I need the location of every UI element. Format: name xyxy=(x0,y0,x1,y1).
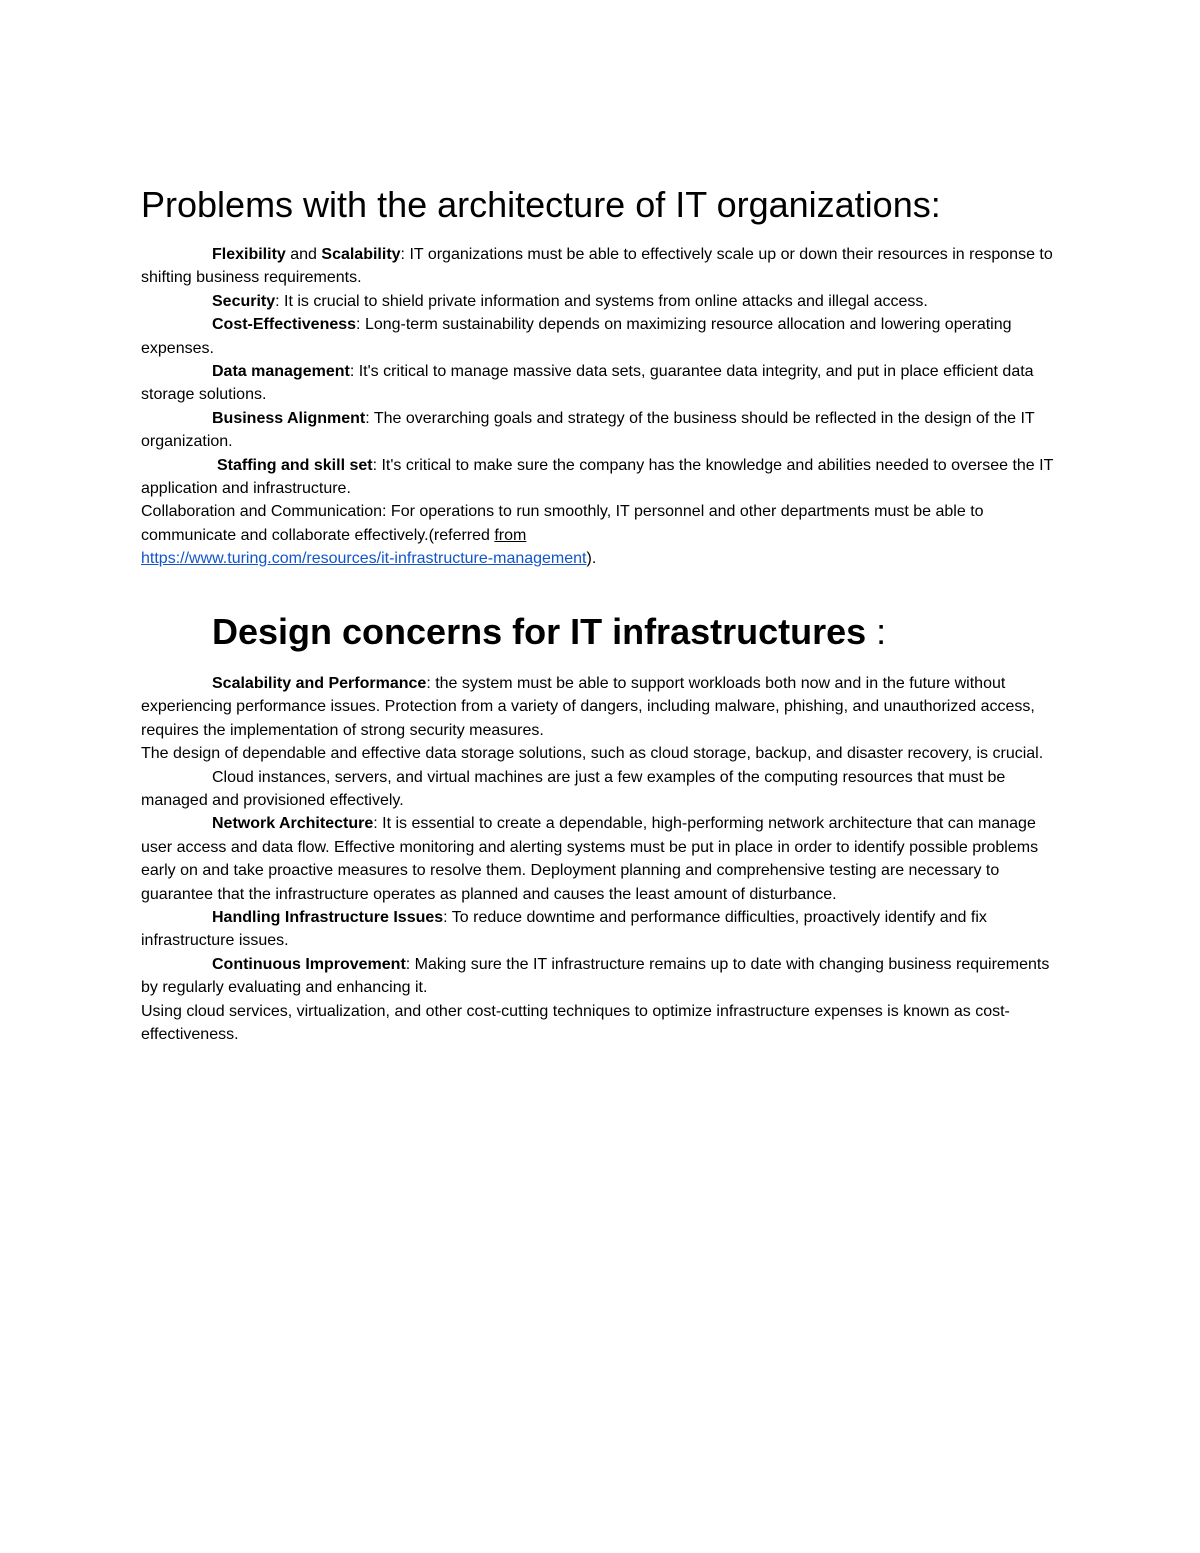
term-continuous-improvement: Continuous Improvement xyxy=(212,955,406,973)
paragraph-cost-cutting: Using cloud services, virtualization, and other cost-cutting techniques to optimize infrastructure expenses is known as cost-effectiveness. xyxy=(141,1002,1010,1044)
design-concerns-section xyxy=(141,672,1066,1047)
paragraph-scalability-performance xyxy=(141,672,1066,742)
term-business-alignment: Business Alignment xyxy=(212,409,366,427)
text: : the system must be able to support workloads both now and in the future without experiencing performance issues. Protection from a variety of dangers, including malware, phishing, and unauthorized access, requires the implementation of strong security measures. xyxy=(141,675,1035,739)
paragraph-continuous-improvement xyxy=(141,953,1066,1000)
text: : To reduce downtime and performance difficulties, proactively identify and fix infrastructure issues. xyxy=(141,909,987,950)
text: Collaboration and Communication: For operations to run smoothly, IT personnel and other departments must be able to communicate and collaborate effectively.(referred xyxy=(141,503,984,544)
text: and xyxy=(285,246,322,263)
heading-colon: : xyxy=(876,611,887,652)
paragraph-infrastructure-issues xyxy=(141,906,1066,953)
term-flexibility: Flexibility xyxy=(212,246,286,263)
term-infrastructure-issues: Handling Infrastructure Issues xyxy=(212,909,444,927)
paragraph-data-storage: The design of dependable and effective data storage solutions, such as cloud storage, backup, and disaster recovery, is crucial. xyxy=(141,745,1044,763)
problems-section xyxy=(141,243,1066,571)
heading-text: Design concerns for IT infrastructures xyxy=(212,611,877,652)
paragraph-staffing xyxy=(141,454,1066,501)
text: : Making sure the IT infrastructure remains up to date with changing business requirements by regularly evaluating and enhancing it. xyxy=(141,955,1050,997)
paragraph-business-alignment xyxy=(141,407,1066,454)
text: : It is essential to create a dependable, high-performing network architecture that can manage user access and data flow. Effective monitoring and alerting systems must be put in place in order to identify possible problems early on and take proactive measures to resolve them. Deployment planning and comprehensive testing are necessary to guarantee that the infrastructure operates as planned and causes the least amount of disturbance. xyxy=(141,815,1039,903)
term-scalability-performance: Scalability and Performance xyxy=(212,675,427,692)
paragraph-network-architecture xyxy=(141,812,1066,906)
term-data-management: Data management xyxy=(212,363,350,381)
paragraph-computing-resources: Cloud instances, servers, and virtual machines are just a few examples of the computing resources that must be managed and provisioned effectively. xyxy=(141,768,1006,810)
term-scalability: Scalability xyxy=(321,246,401,263)
underlined-from: from xyxy=(494,526,527,544)
text: : Long-term sustainability depends on maximizing resource allocation and lowering operating expenses. xyxy=(141,316,1012,357)
paragraph-flexibility xyxy=(141,243,1066,290)
paragraph-data-management xyxy=(141,360,1066,407)
term-cost-effectiveness: Cost-Effectiveness xyxy=(212,316,357,334)
text: : IT organizations must be able to effectively scale up or down their resources in response to shifting business requirements. xyxy=(141,246,1053,287)
term-network-architecture: Network Architecture xyxy=(212,815,374,833)
reference-link[interactable]: https://www.turing.com/resources/it-infrastructure-management xyxy=(141,550,587,568)
paragraph-cost-effectiveness xyxy=(141,313,1066,360)
term-security: Security xyxy=(212,292,276,310)
text: : The overarching goals and strategy of the business should be reflected in the design of the IT organization. xyxy=(141,409,1035,451)
text: ). xyxy=(586,550,597,568)
section-heading-design-concerns xyxy=(212,609,886,655)
term-staffing: Staffing and skill set xyxy=(217,456,373,474)
text: : It's critical to make sure the company has the knowledge and abilities needed to oversee the IT application and infrastructure. xyxy=(141,456,1054,498)
text: : It is crucial to shield private information and systems from online attacks and illegal access. xyxy=(275,292,928,310)
paragraph-security xyxy=(141,290,1066,313)
text: : It's critical to manage massive data sets, guarantee data integrity, and put in place efficient data storage solutions. xyxy=(141,363,1034,404)
paragraph-collaboration xyxy=(141,500,1066,570)
section-heading-problems: Problems with the architecture of IT organizations: xyxy=(141,184,941,225)
